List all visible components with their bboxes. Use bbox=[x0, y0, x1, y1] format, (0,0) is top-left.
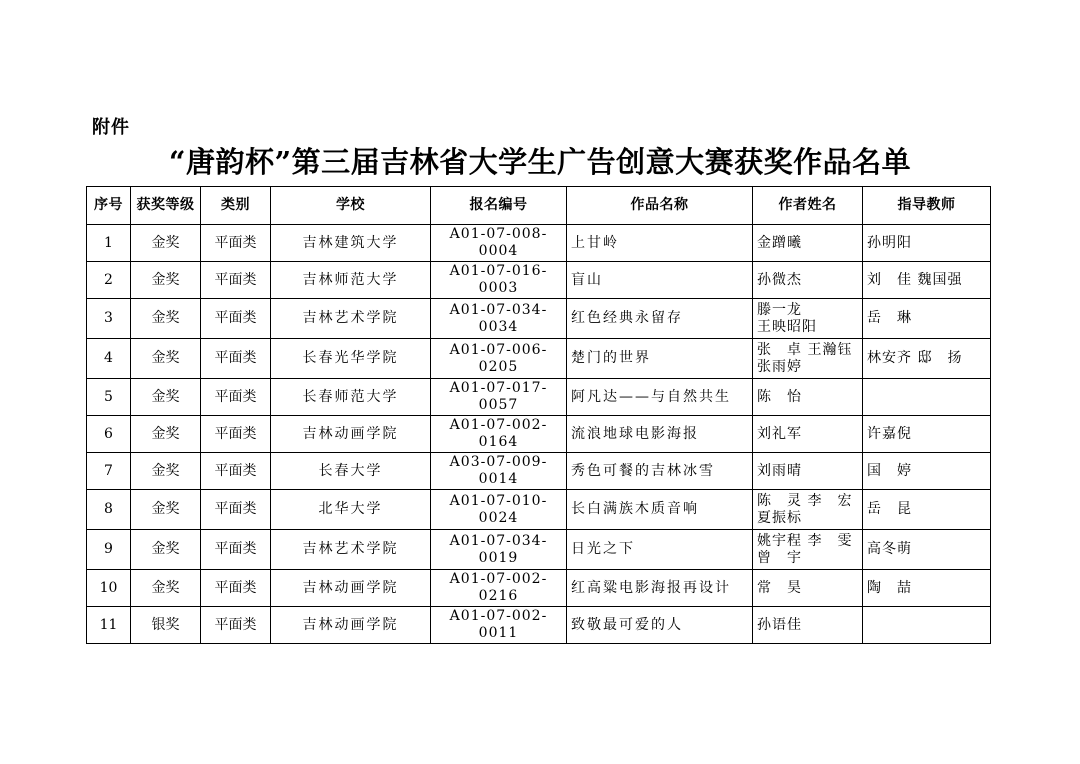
cell-no: 10 bbox=[87, 570, 131, 607]
cell-no: 9 bbox=[87, 530, 131, 570]
cell-code: A03-07-009-0014 bbox=[431, 453, 567, 490]
cell-no: 11 bbox=[87, 607, 131, 644]
cell-work: 红高粱电影海报再设计 bbox=[567, 570, 753, 607]
cell-code: A01-07-008-0004 bbox=[431, 225, 567, 262]
cell-level: 金奖 bbox=[131, 225, 201, 262]
attachment-label: 附件 bbox=[92, 117, 130, 138]
cell-no: 7 bbox=[87, 453, 131, 490]
table-row bbox=[87, 490, 991, 530]
cell-category: 平面类 bbox=[201, 379, 271, 416]
cell-advisor: 刘 佳 魏国强 bbox=[863, 262, 991, 299]
column-header-no: 序号 bbox=[87, 187, 131, 225]
cell-school: 长春光华学院 bbox=[271, 339, 431, 379]
author-name: 金蹭曦 bbox=[757, 234, 802, 251]
cell-category: 平面类 bbox=[201, 299, 271, 339]
cell-authors bbox=[753, 607, 863, 644]
author-name: 王映昭阳 bbox=[757, 318, 817, 335]
cell-no: 8 bbox=[87, 490, 131, 530]
cell-authors bbox=[753, 490, 863, 530]
cell-advisor: 孙明阳 bbox=[863, 225, 991, 262]
author-name: 刘礼军 bbox=[757, 425, 802, 442]
author-name: 孙微杰 bbox=[757, 271, 802, 288]
cell-advisor: 高冬萌 bbox=[863, 530, 991, 570]
cell-work: 流浪地球电影海报 bbox=[567, 416, 753, 453]
cell-code: A01-07-006-0205 bbox=[431, 339, 567, 379]
cell-category: 平面类 bbox=[201, 490, 271, 530]
cell-code: A01-07-002-0216 bbox=[431, 570, 567, 607]
cell-work: 红色经典永留存 bbox=[567, 299, 753, 339]
author-name: 曾 宇 bbox=[757, 549, 802, 566]
cell-authors bbox=[753, 570, 863, 607]
column-header-code: 报名编号 bbox=[431, 187, 567, 225]
cell-code: A01-07-002-0164 bbox=[431, 416, 567, 453]
cell-advisor: 许嘉倪 bbox=[863, 416, 991, 453]
table-row bbox=[87, 299, 991, 339]
cell-category: 平面类 bbox=[201, 570, 271, 607]
column-header-advisor: 指导教师 bbox=[863, 187, 991, 225]
cell-category: 平面类 bbox=[201, 416, 271, 453]
cell-school: 长春大学 bbox=[271, 453, 431, 490]
awards-table bbox=[86, 186, 991, 644]
cell-level: 银奖 bbox=[131, 607, 201, 644]
cell-work: 致敬最可爱的人 bbox=[567, 607, 753, 644]
cell-category: 平面类 bbox=[201, 225, 271, 262]
cell-school: 吉林艺术学院 bbox=[271, 299, 431, 339]
author-name: 陈 怡 bbox=[757, 388, 802, 405]
cell-authors bbox=[753, 416, 863, 453]
cell-advisor: 岳 昆 bbox=[863, 490, 991, 530]
cell-code: A01-07-002-0011 bbox=[431, 607, 567, 644]
table-row bbox=[87, 530, 991, 570]
document-title: “唐韵杯”第三届吉林省大学生广告创意大赛获奖作品名单 bbox=[168, 145, 912, 179]
cell-level: 金奖 bbox=[131, 490, 201, 530]
table-row bbox=[87, 379, 991, 416]
cell-category: 平面类 bbox=[201, 453, 271, 490]
table-row bbox=[87, 453, 991, 490]
table-row bbox=[87, 339, 991, 379]
cell-category: 平面类 bbox=[201, 530, 271, 570]
cell-school: 北华大学 bbox=[271, 490, 431, 530]
cell-school: 吉林动画学院 bbox=[271, 416, 431, 453]
cell-no: 1 bbox=[87, 225, 131, 262]
cell-no: 6 bbox=[87, 416, 131, 453]
cell-no: 2 bbox=[87, 262, 131, 299]
cell-school: 吉林动画学院 bbox=[271, 570, 431, 607]
column-header-level: 获奖等级 bbox=[131, 187, 201, 225]
column-header-authors: 作者姓名 bbox=[753, 187, 863, 225]
cell-school: 吉林艺术学院 bbox=[271, 530, 431, 570]
table-row bbox=[87, 570, 991, 607]
cell-category: 平面类 bbox=[201, 607, 271, 644]
cell-level: 金奖 bbox=[131, 379, 201, 416]
table-header-row bbox=[87, 187, 991, 225]
cell-level: 金奖 bbox=[131, 416, 201, 453]
cell-code: A01-07-010-0024 bbox=[431, 490, 567, 530]
cell-school: 吉林建筑大学 bbox=[271, 225, 431, 262]
cell-authors bbox=[753, 262, 863, 299]
author-name: 陈 灵 李 宏 bbox=[757, 492, 853, 509]
cell-level: 金奖 bbox=[131, 570, 201, 607]
cell-advisor bbox=[863, 379, 991, 416]
cell-work: 上甘岭 bbox=[567, 225, 753, 262]
cell-code: A01-07-034-0034 bbox=[431, 299, 567, 339]
cell-work: 日光之下 bbox=[567, 530, 753, 570]
column-header-category: 类别 bbox=[201, 187, 271, 225]
cell-authors bbox=[753, 453, 863, 490]
cell-category: 平面类 bbox=[201, 262, 271, 299]
column-header-work: 作品名称 bbox=[567, 187, 753, 225]
cell-level: 金奖 bbox=[131, 339, 201, 379]
cell-advisor: 陶 喆 bbox=[863, 570, 991, 607]
cell-level: 金奖 bbox=[131, 530, 201, 570]
cell-code: A01-07-016-0003 bbox=[431, 262, 567, 299]
cell-advisor: 林安齐 邸 扬 bbox=[863, 339, 991, 379]
author-name: 孙语佳 bbox=[757, 616, 802, 633]
cell-school: 吉林师范大学 bbox=[271, 262, 431, 299]
cell-authors bbox=[753, 225, 863, 262]
cell-category: 平面类 bbox=[201, 339, 271, 379]
cell-school: 吉林动画学院 bbox=[271, 607, 431, 644]
cell-work: 长白满族木质音响 bbox=[567, 490, 753, 530]
table-row bbox=[87, 607, 991, 644]
cell-level: 金奖 bbox=[131, 262, 201, 299]
cell-level: 金奖 bbox=[131, 299, 201, 339]
cell-code: A01-07-034-0019 bbox=[431, 530, 567, 570]
cell-work: 秀色可餐的吉林冰雪 bbox=[567, 453, 753, 490]
table-row bbox=[87, 225, 991, 262]
cell-work: 盲山 bbox=[567, 262, 753, 299]
cell-authors bbox=[753, 339, 863, 379]
cell-no: 5 bbox=[87, 379, 131, 416]
cell-work: 阿凡达——与自然共生 bbox=[567, 379, 753, 416]
table-row bbox=[87, 262, 991, 299]
author-name: 姚宇程 李 雯 bbox=[757, 532, 853, 549]
author-name: 刘雨晴 bbox=[757, 462, 802, 479]
cell-work: 楚门的世界 bbox=[567, 339, 753, 379]
cell-authors bbox=[753, 530, 863, 570]
cell-advisor: 岳 琳 bbox=[863, 299, 991, 339]
author-name: 常 昊 bbox=[757, 579, 802, 596]
cell-level: 金奖 bbox=[131, 453, 201, 490]
author-name: 滕一龙 bbox=[757, 301, 802, 318]
cell-advisor: 国 婷 bbox=[863, 453, 991, 490]
cell-authors bbox=[753, 379, 863, 416]
cell-school: 长春师范大学 bbox=[271, 379, 431, 416]
author-name: 张雨婷 bbox=[757, 358, 802, 375]
author-name: 张 卓 王瀚钰 bbox=[757, 341, 853, 358]
cell-code: A01-07-017-0057 bbox=[431, 379, 567, 416]
table-row bbox=[87, 416, 991, 453]
author-name: 夏振标 bbox=[757, 509, 802, 526]
cell-advisor bbox=[863, 607, 991, 644]
cell-no: 3 bbox=[87, 299, 131, 339]
cell-authors bbox=[753, 299, 863, 339]
cell-no: 4 bbox=[87, 339, 131, 379]
column-header-school: 学校 bbox=[271, 187, 431, 225]
